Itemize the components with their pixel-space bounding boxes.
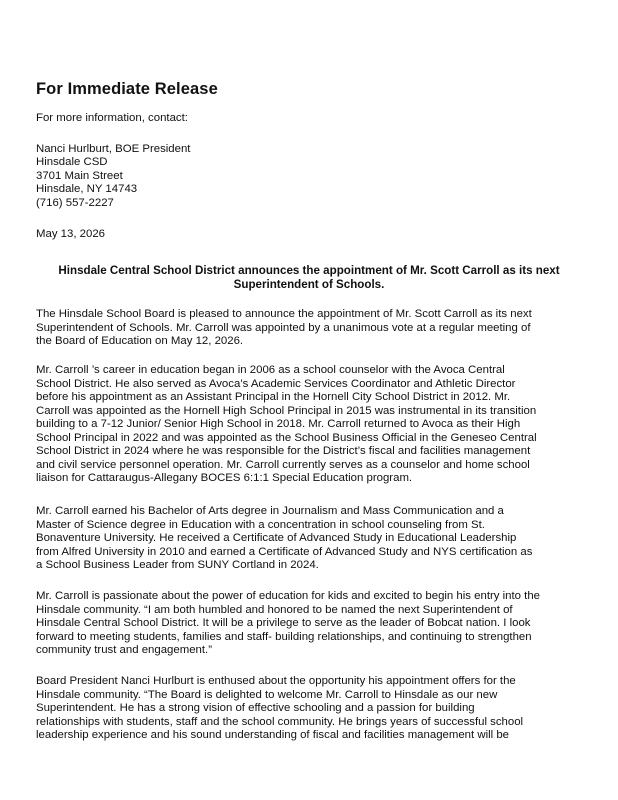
text-line: Carroll was appointed as the Hornell High School Principal in 2015 was instrumental in its transition <box>36 404 537 417</box>
text-line: School District in 2024 where he was responsible for the District’s fiscal and facilities management <box>36 445 531 458</box>
text-line: leadership experience and his sound understanding of fiscal and facilities management will be <box>36 729 510 742</box>
career-paragraph <box>36 364 596 486</box>
board-president-paragraph <box>36 675 596 743</box>
contact-street: 3701 Main Street <box>36 169 123 182</box>
text-line: and civil service personnel operation. Mr. Carroll currently serves as a counselor and home school <box>36 458 530 471</box>
headline-line: Hinsdale Central School District announces the appointment of Mr. Scott Carroll as its next <box>58 264 560 277</box>
text-line: liaison for Cattaraugus-Allegany BOCES 6:1:1 Special Education program. <box>36 472 413 485</box>
contact-city: Hinsdale, NY 14743 <box>36 183 138 196</box>
announcement-paragraph <box>36 308 596 349</box>
text-line: Hinsdale community. “I am both humbled and honored to be named the next Superintendent of <box>36 603 513 616</box>
text-line: Mr. Carroll earned his Bachelor of Arts degree in Journalism and Mass Communication and a <box>36 505 504 517</box>
text-line: before his appointment as an Assistant Principal in the Hornell City School District in 2012. Mr. <box>36 391 511 404</box>
contact-org: Hinsdale CSD <box>36 156 108 169</box>
text-line: relationships with students, staff and the school community. He brings years of successful school <box>36 715 524 728</box>
headline-line: Superintendent of Schools. <box>233 278 385 291</box>
contact-phone: (716) 557-2227 <box>36 196 114 209</box>
text-line: School Principal in 2022 and was appointed as the School Business Official in the Geneseo Central <box>36 431 537 444</box>
text-line: forward to meeting students, families and staff- building relationships, and continuing to strengthen <box>36 630 532 643</box>
release-date: May 13, 2026 <box>36 228 106 240</box>
text-line: community trust and engagement.” <box>36 644 213 657</box>
text-line: Master of Science degree in Education with a concentration in school counseling from St. <box>36 518 485 531</box>
text-line: from Alfred University in 2010 and earned a Certificate of Advanced Study and NYS certification as <box>36 545 533 558</box>
release-headline <box>36 264 582 292</box>
text-line: Mr. Carroll is passionate about the power of education for kids and excited to begin his entry into the <box>36 590 541 602</box>
text-line: building to a 7-12 Junior/ Senior High School in 2018. Mr. Carroll returned to Avoca as their High <box>36 418 521 431</box>
text-line: the Board of Education on May 12, 2026. <box>36 335 244 348</box>
text-line: Superintendent. He has a strong vision of effective schooling and a passion for building <box>36 702 475 715</box>
text-line: Mr. Carroll ’s career in education began in 2006 as a school counselor with the Avoca Central <box>36 364 505 376</box>
text-line: Superintendent of Schools. Mr. Carroll was appointed by a unanimous vote at a regular meeting of <box>36 321 531 334</box>
text-line: Board President Nanci Hurlburt is enthused about the opportunity his appointment offers for the <box>36 675 516 687</box>
text-line: a School Business Leader from SUNY Cortland in 2024. <box>36 559 319 572</box>
text-line: The Hinsdale School Board is pleased to announce the appointment of Mr. Scott Carroll as its next <box>36 308 532 320</box>
text-line: Bonaventure University. He received a Certificate of Advanced Study in Educational Leadership <box>36 532 517 545</box>
contact-name: Nanci Hurlburt, BOE President <box>36 143 191 155</box>
education-paragraph <box>36 505 596 573</box>
contact-block <box>36 143 190 210</box>
text-line: School District. He also served as Avoca’s Academic Services Coordinator and Athletic Director <box>36 377 516 390</box>
text-line: Hinsdale community. “The Board is delighted to welcome Mr. Carroll to Hinsdale as our new <box>36 688 498 701</box>
release-heading: For Immediate Release <box>36 80 218 98</box>
contact-intro: For more information, contact: <box>36 112 188 124</box>
quote-paragraph <box>36 590 596 658</box>
text-line: Hinsdale Central School District. It will be a privilege to serve as the leader of Bobcat nation. I look <box>36 617 531 630</box>
